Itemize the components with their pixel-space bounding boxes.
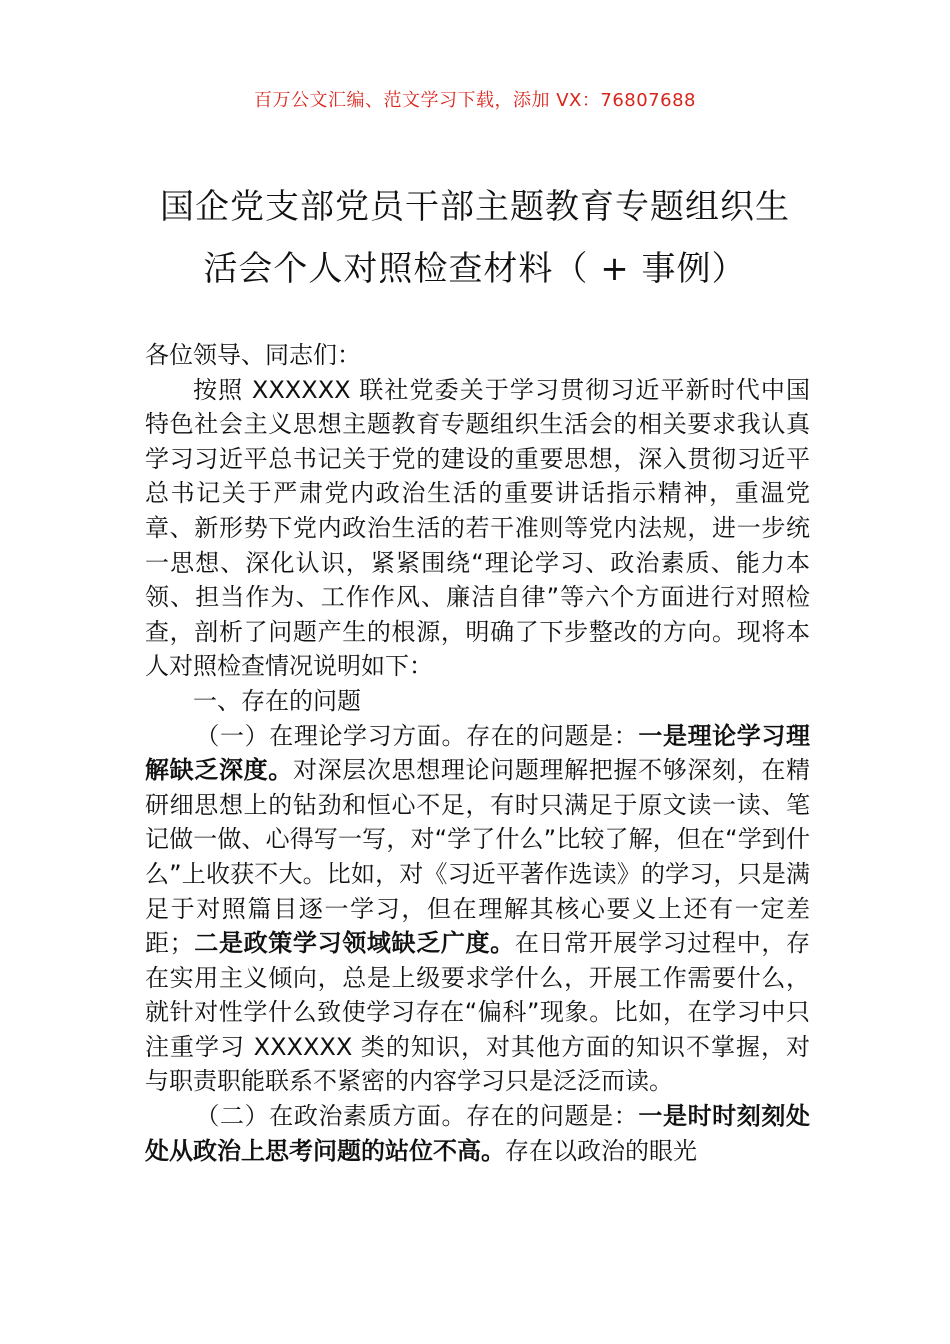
subsection-1-lead: （一）在理论学习方面。存在的问题是： [195,721,639,750]
subsection-1-point-1-heading: 一是理论学习理解缺乏深度。 [145,721,811,785]
title-line-2: 活会个人对照检查材料（ + 事例） [203,249,747,289]
subsection-1-point-1-text: 对深层次思想理论问题理解把握不够深刻，在精研细思想上的钻劲和恒心不足，有时只满足于原文读一读、笔记做一做、心得写一写，对“学了什么”比较了解，但在“学到什么”上收获不大。比如，对《习近平著作选读》的学习，只是满足于对照篇目逐一学习，但在理解其核心要义上还有一定差距； [145,756,811,958]
subsection-2-paragraph [145,1099,810,1168]
header-note: 百万公文汇编、范文学习下载，添加 VX：76807688 [254,90,696,111]
intro-paragraph: 按照 XXXXXX 联社党委关于学习贯彻习近平新时代中国特色社会主义思想主题教育专题组织生活会的相关要求我认真学习习近平总书记关于党的建设的重要思想，深入贯彻习近平总书记关于严肃党内政治生活的重要讲话指示精神，重温党章、新形势下党内政治生活的若干准则等党内法规，进一步统一思想、深化认识，紧紧围绕“理论学习、政治素质、能力本领、担当作为、工作作风、廉洁自律”等六个方面进行对照检查，剖析了问题产生的根源，明确了下步整改的方向。现将本人对照检查情况说明如下： [145,375,810,681]
subsection-1-paragraph [145,719,810,1100]
subsection-2-lead: （二）在政治素质方面。存在的问题是： [195,1102,639,1131]
document-body [145,338,810,1168]
section-heading: 一、存在的问题 [193,686,361,715]
title-line-1: 国企党支部党员干部主题教育专题组织生 [160,187,790,227]
subsection-2-point-1-text: 存在以政治的眼光 [505,1136,697,1165]
page-title [130,176,820,300]
subsection-1-point-2-text: 在日常开展学习过程中，存在实用主义倾向，总是上级要求学什么，开展工作需要什么，就针对性学什么致使学习存在“偏科”现象。比如，在学习中只注重学习 XXXXXX 类的知识，对其他方面的知识不掌握，对与职责职能联系不紧密的内容学习只是泛泛而读。 [145,929,811,1096]
subsection-1-point-2-heading: 二是政策学习领域缺乏广度。 [193,929,515,958]
subsection-2-point-1-heading: 一是时时刻刻处处从政治上思考问题的站位不高。 [145,1102,811,1165]
salutation: 各位领导、同志们： [145,341,361,369]
